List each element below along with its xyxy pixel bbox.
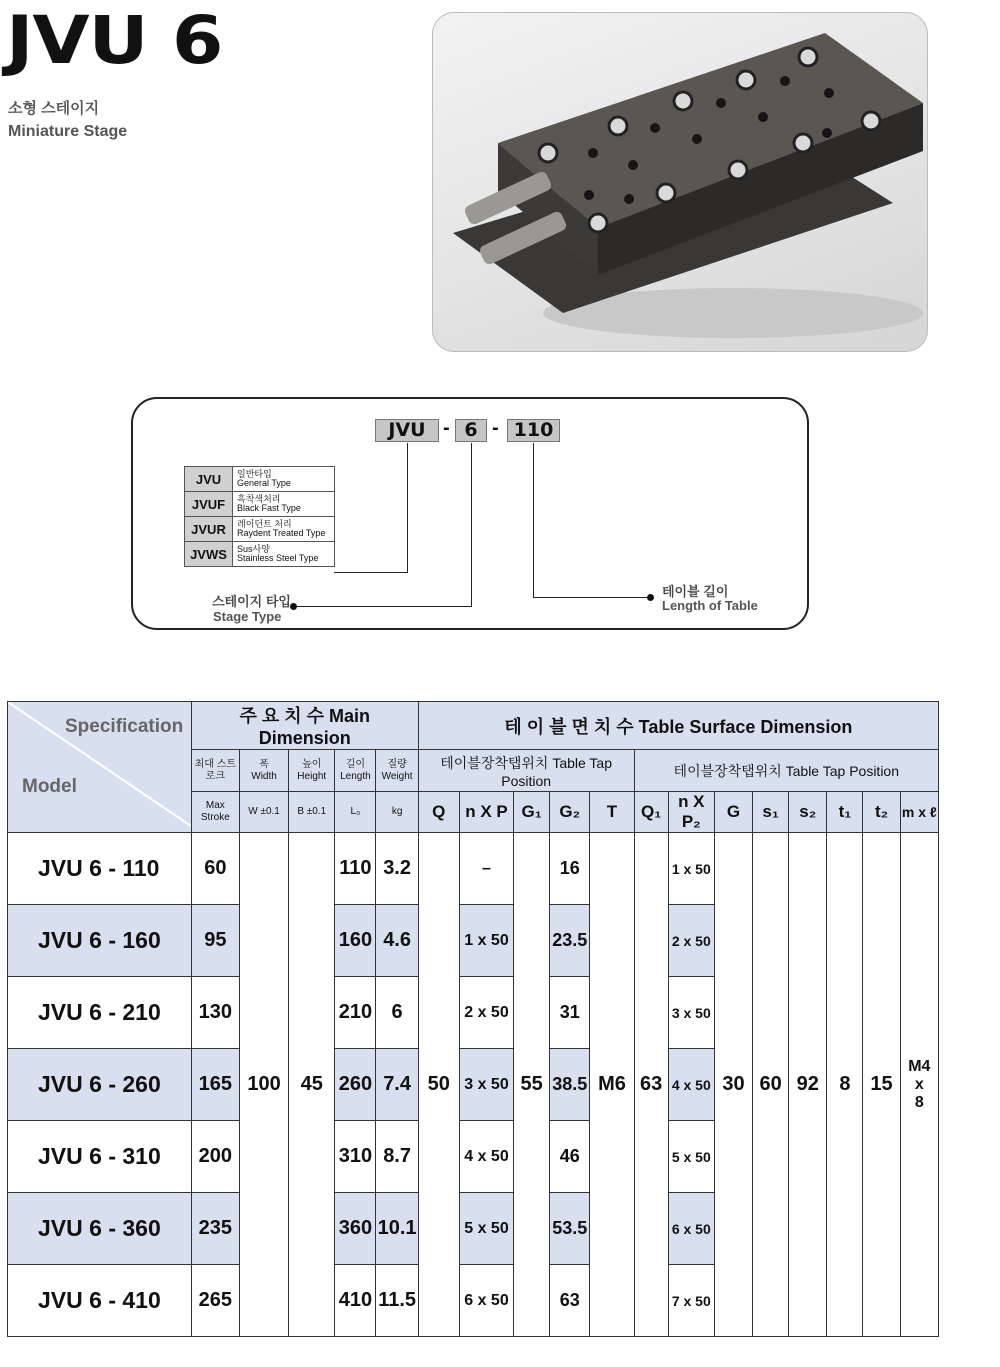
cell-G1: 55 <box>514 833 550 1337</box>
type-desc-ko: 흑착색처리 <box>237 494 281 504</box>
length-header-ko <box>335 750 376 792</box>
cell-length: 360 <box>335 1193 376 1265</box>
surface-dimension-header: 테 이 블 면 치 수 Table Surface Dimension <box>418 702 938 750</box>
cell-T: M6 <box>590 833 634 1337</box>
col-G: G <box>714 792 752 833</box>
height-symbol: B ±0.1 <box>289 792 335 833</box>
weight-ko: 질량 <box>387 758 407 770</box>
model-name: JVU 6 - 360 <box>8 1193 192 1265</box>
cell-weight: 8.7 <box>376 1121 418 1193</box>
cell-nxp2: 2 x 50 <box>668 905 714 977</box>
type-code: JVUR <box>185 517 233 542</box>
type-desc-ko: 레이던트 처리 <box>237 519 292 529</box>
cell-nxp2: 6 x 50 <box>668 1193 714 1265</box>
cell-height: 45 <box>289 833 335 1337</box>
connector-line <box>533 443 534 598</box>
specification-label: Specification <box>65 716 184 737</box>
col-G1: G₁ <box>514 792 550 833</box>
cell-G2: 46 <box>550 1121 590 1193</box>
type-desc-ko: 일반타입 <box>237 469 272 479</box>
subtitle-korean: 소형 스테이지 <box>8 100 100 117</box>
col-s1: s₁ <box>753 792 789 833</box>
connector-line <box>407 443 408 573</box>
cell-G2: 23.5 <box>550 905 590 977</box>
type-row <box>185 517 335 542</box>
cell-stroke: 95 <box>191 905 239 977</box>
subtitle-english: Miniature Stage <box>8 123 128 140</box>
code-size: 6 <box>455 419 487 442</box>
col-Q1: Q₁ <box>634 792 668 833</box>
cell-stroke: 165 <box>191 1049 239 1121</box>
cell-l: 8 <box>914 1093 924 1111</box>
tap-position-header-1: 테이블장착탭위치 Table Tap Position <box>418 750 634 792</box>
cell-t2: 15 <box>863 833 900 1337</box>
connector-line <box>334 572 408 573</box>
cell-length: 310 <box>335 1121 376 1193</box>
cell-m: M4 <box>908 1057 931 1075</box>
col-nXP2: n X P₂ <box>668 792 714 833</box>
connector-line <box>533 597 649 598</box>
cell-length: 210 <box>335 977 376 1049</box>
cell-weight: 6 <box>376 977 418 1049</box>
connector-dot <box>647 594 654 601</box>
cell-s2: 92 <box>789 833 827 1337</box>
cell-width: 100 <box>239 833 288 1337</box>
height-ko: 높이 <box>302 758 322 770</box>
cell-weight: 3.2 <box>376 833 418 905</box>
cell-s1: 60 <box>753 833 789 1337</box>
col-Q: Q <box>418 792 459 833</box>
cell-Q1: 63 <box>634 833 668 1337</box>
type-code: JVU <box>185 467 233 492</box>
type-row <box>185 542 335 567</box>
table-row <box>8 833 939 905</box>
cell-stroke: 265 <box>191 1265 239 1337</box>
product-photo <box>432 12 928 352</box>
width-en: Width <box>251 770 277 782</box>
cell-length: 110 <box>335 833 376 905</box>
cell-Q: 50 <box>418 833 459 1337</box>
cell-G2: 16 <box>550 833 590 905</box>
model-name: JVU 6 - 310 <box>8 1121 192 1193</box>
col-G2: G₂ <box>550 792 590 833</box>
cell-nxp: 1 x 50 <box>459 905 513 977</box>
stroke-header-en: Max Stroke <box>191 792 239 833</box>
spec-table <box>7 701 939 1337</box>
height-header-ko <box>289 750 335 792</box>
type-desc-ko: Sus사양 <box>237 544 270 554</box>
type-code: JVWS <box>185 542 233 567</box>
model-name: JVU 6 - 160 <box>8 905 192 977</box>
cell-t1: 8 <box>827 833 863 1337</box>
cell-nxp: 2 x 50 <box>459 977 513 1049</box>
cell-length: 160 <box>335 905 376 977</box>
type-desc <box>233 542 335 567</box>
type-desc <box>233 467 335 492</box>
weight-symbol: kg <box>376 792 418 833</box>
width-symbol: W ±0.1 <box>239 792 288 833</box>
connector-line <box>471 443 472 607</box>
cell-weight: 7.4 <box>376 1049 418 1121</box>
cell-nxp2: 4 x 50 <box>668 1049 714 1121</box>
main-dimension-header: 주 요 치 수 Main Dimension <box>191 702 418 750</box>
cell-G2: 53.5 <box>550 1193 590 1265</box>
col-mxl: m x ℓ <box>900 792 938 833</box>
stage-illustration <box>433 13 928 352</box>
width-ko: 폭 <box>259 758 269 770</box>
length-label-ko: 테이블 길이 <box>662 584 729 599</box>
width-header-ko <box>239 750 288 792</box>
height-en: Height <box>297 770 327 782</box>
col-t2: t₂ <box>863 792 900 833</box>
col-t1: t₁ <box>827 792 863 833</box>
code-length: 110 <box>507 419 560 442</box>
length-ko: 길이 <box>345 758 366 770</box>
page-title: JVU 6 <box>6 2 223 79</box>
cell-nxp2: 1 x 50 <box>668 833 714 905</box>
cell-nxp: 6 x 50 <box>459 1265 513 1337</box>
cell-mxl <box>900 833 938 1337</box>
cell-nxp2: 7 x 50 <box>668 1265 714 1337</box>
col-s2: s₂ <box>789 792 827 833</box>
weight-header-ko <box>376 750 418 792</box>
cell-G2: 31 <box>550 977 590 1049</box>
model-name: JVU 6 - 260 <box>8 1049 192 1121</box>
type-code: JVUF <box>185 492 233 517</box>
type-row <box>185 492 335 517</box>
code-dash: - <box>492 417 499 439</box>
cell-nxp: 3 x 50 <box>459 1049 513 1121</box>
cell-G: 30 <box>714 833 752 1337</box>
length-label-en: Length of Table <box>662 598 758 613</box>
stage-type-label-ko: 스테이지 타입 <box>212 594 291 609</box>
length-symbol: L₀ <box>335 792 376 833</box>
code-type: JVU <box>375 419 439 442</box>
cell-nxp: 4 x 50 <box>459 1121 513 1193</box>
connector-line <box>294 606 472 607</box>
cell-weight: 4.6 <box>376 905 418 977</box>
cell-length: 260 <box>335 1049 376 1121</box>
cell-stroke: 60 <box>191 833 239 905</box>
code-dash: - <box>443 417 450 439</box>
stage-type-table <box>184 466 335 567</box>
cell-stroke: 130 <box>191 977 239 1049</box>
corner-header <box>8 702 192 833</box>
type-desc <box>233 517 335 542</box>
stroke-header-ko: 최대 스트로크 <box>191 750 239 792</box>
cell-nxp2: 5 x 50 <box>668 1121 714 1193</box>
cell-G2: 38.5 <box>550 1049 590 1121</box>
cell-weight: 10.1 <box>376 1193 418 1265</box>
cell-nxp: – <box>459 833 513 905</box>
model-name: JVU 6 - 410 <box>8 1265 192 1337</box>
model-name: JVU 6 - 210 <box>8 977 192 1049</box>
cell-stroke: 235 <box>191 1193 239 1265</box>
type-desc-en: General Type <box>237 478 291 488</box>
type-desc-en: Black Fast Type <box>237 503 301 513</box>
cell-weight: 11.5 <box>376 1265 418 1337</box>
stage-type-label-en: Stage Type <box>213 609 282 624</box>
cell-nxp: 5 x 50 <box>459 1193 513 1265</box>
weight-en: Weight <box>381 770 413 782</box>
type-row <box>185 467 335 492</box>
type-desc-en: Raydent Treated Type <box>237 528 326 538</box>
model-label: Model <box>22 776 77 797</box>
type-desc <box>233 492 335 517</box>
cell-G2: 63 <box>550 1265 590 1337</box>
cell-length: 410 <box>335 1265 376 1337</box>
type-desc-en: Stainless Steel Type <box>237 553 319 563</box>
cell-nxp2: 3 x 50 <box>668 977 714 1049</box>
col-T: T <box>590 792 634 833</box>
col-nXP: n X P <box>459 792 513 833</box>
length-en: Length <box>340 770 371 782</box>
cell-x: x <box>914 1075 924 1093</box>
cell-stroke: 200 <box>191 1121 239 1193</box>
connector-dot <box>290 603 297 610</box>
model-name: JVU 6 - 110 <box>8 833 192 905</box>
tap-position-header-2: 테이블장착탭위치 Table Tap Position <box>634 750 938 792</box>
